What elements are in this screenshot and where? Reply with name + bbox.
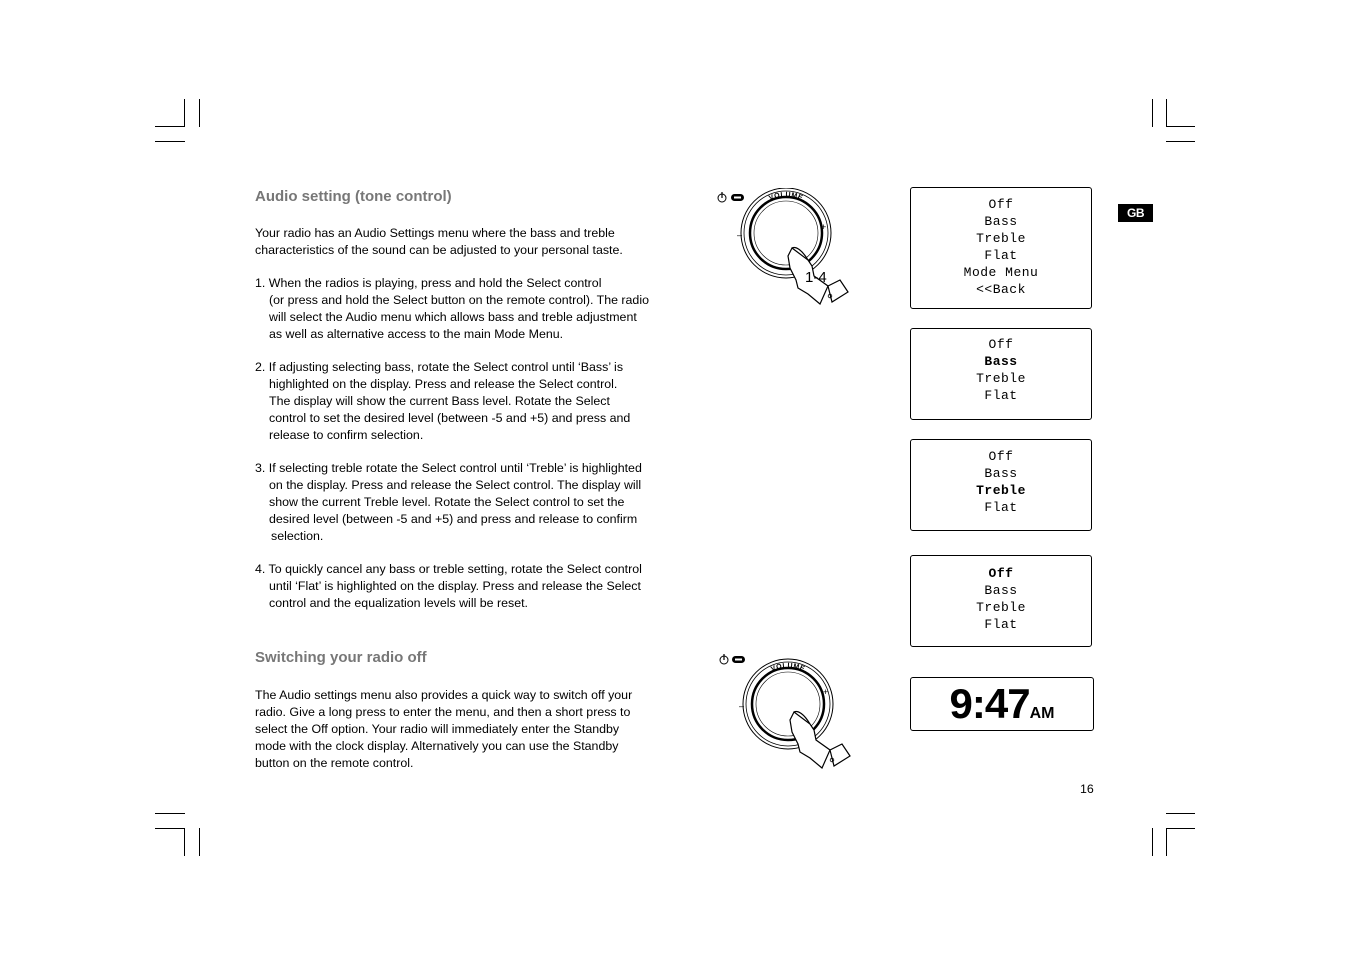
menu-item-flat: Flat	[984, 388, 1018, 403]
text-line: radio. Give a long press to enter the menu, and then a short press to	[255, 705, 631, 719]
menu-item-off: Off	[988, 449, 1014, 464]
menu-item-off-highlighted: Off	[988, 566, 1014, 581]
mode-icon	[731, 194, 744, 201]
power-icon	[720, 654, 728, 664]
plus-label: +	[821, 222, 827, 232]
text-line: select the Off option. Your radio will immediately enter the Standby	[255, 722, 620, 736]
crop-mark	[155, 126, 185, 127]
text-line: button on the remote control.	[255, 756, 414, 770]
step-3	[255, 460, 675, 545]
crop-mark	[199, 828, 200, 856]
menu-item-bass: Bass	[984, 214, 1018, 229]
crop-mark	[1166, 141, 1195, 142]
lcd-display-off-selected	[910, 555, 1092, 647]
step-line: control and the equalization levels will be reset.	[269, 596, 528, 610]
clock-ampm: AM	[1029, 705, 1055, 722]
step-line: release to confirm selection.	[269, 428, 424, 442]
menu-item-back: <<Back	[976, 282, 1026, 297]
step-line: The display will show the current Bass level. Rotate the Select	[269, 394, 610, 408]
knob-ring-label: VOLUME	[768, 191, 804, 203]
crop-mark	[1166, 99, 1167, 127]
clock-time: 9:47	[949, 680, 1030, 727]
text-line: Your radio has an Audio Settings menu where the bass and treble	[255, 226, 615, 240]
menu-item-flat: Flat	[984, 248, 1018, 263]
menu-item-bass: Bass	[984, 583, 1018, 598]
menu-item-treble: Treble	[976, 600, 1026, 615]
step-line: until ‘Flat’ is highlighted on the display. Press and release the Select	[269, 579, 641, 593]
crop-mark	[1166, 828, 1167, 856]
crop-mark	[1152, 828, 1153, 856]
mode-icon	[732, 656, 745, 663]
crop-mark	[1166, 126, 1195, 127]
menu-item-mode-menu: Mode Menu	[963, 265, 1039, 280]
volume-knob-illustration	[712, 650, 857, 772]
step-line: selection.	[271, 529, 324, 543]
step-line: show the current Treble level. Rotate the Select control to set the	[269, 495, 625, 509]
crop-mark	[155, 828, 185, 829]
menu-item-bass-highlighted: Bass	[984, 354, 1018, 369]
text-line: mode with the clock display. Alternatively you can use the Standby	[255, 739, 619, 753]
menu-item-off: Off	[988, 197, 1014, 212]
intro-paragraph	[255, 225, 675, 259]
power-icon	[718, 192, 726, 202]
step-line: control to set the desired level (between -5 and +5) and press and	[269, 411, 631, 425]
step-line: highlighted on the display. Press and release the Select control.	[269, 377, 618, 391]
step-1	[255, 275, 675, 343]
menu-item-treble: Treble	[976, 371, 1026, 386]
clock-display	[910, 677, 1094, 731]
step-line: on the display. Press and release the Select control. The display will	[269, 478, 642, 492]
text-line: characteristics of the sound can be adjusted to your personal taste.	[255, 243, 623, 257]
menu-item-flat: Flat	[984, 500, 1018, 515]
menu-item-bass: Bass	[984, 466, 1018, 481]
minus-label: –	[739, 701, 745, 711]
text-line: The Audio settings menu also provides a quick way to switch off your	[255, 688, 633, 702]
section-heading-switch-off: Switching your radio off	[255, 649, 427, 666]
crop-mark	[155, 813, 185, 814]
step-first-line: 1. When the radios is playing, press and hold the Select control	[255, 276, 602, 290]
crop-mark	[199, 99, 200, 127]
step-range-label: 1-4	[805, 269, 827, 286]
language-tab: GB	[1118, 204, 1153, 222]
step-line: will select the Audio menu which allows bass and treble adjustment	[269, 310, 637, 324]
step-first-line: 4. To quickly cancel any bass or treble setting, rotate the Select control	[255, 562, 642, 576]
plus-label: +	[823, 687, 829, 697]
page-number: 16	[1080, 782, 1094, 796]
crop-mark	[1166, 813, 1195, 814]
menu-item-treble: Treble	[976, 231, 1026, 246]
crop-mark	[184, 99, 185, 127]
lcd-display-audio-menu	[910, 187, 1092, 309]
crop-mark	[1152, 99, 1153, 127]
volume-knob-illustration	[712, 188, 857, 310]
crop-mark	[1166, 828, 1195, 829]
step-4	[255, 561, 675, 612]
menu-item-treble-highlighted: Treble	[976, 483, 1026, 498]
section-heading-audio: Audio setting (tone control)	[255, 188, 452, 205]
switch-off-paragraph	[255, 687, 675, 772]
menu-item-off: Off	[988, 337, 1014, 352]
step-2	[255, 359, 675, 444]
lcd-display-bass-selected	[910, 328, 1092, 420]
crop-mark	[184, 828, 185, 856]
step-line: as well as alternative access to the main Mode Menu.	[269, 327, 564, 341]
step-first-line: 3. If selecting treble rotate the Select control until ‘Treble’ is highlighted	[255, 461, 642, 475]
step-line: (or press and hold the Select button on the remote control). The radio	[269, 293, 649, 307]
minus-label: –	[737, 230, 743, 240]
crop-mark	[155, 141, 185, 142]
step-first-line: 2. If adjusting selecting bass, rotate the Select control until ‘Bass’ is	[255, 360, 624, 374]
lcd-display-treble-selected	[910, 439, 1092, 531]
menu-item-flat: Flat	[984, 617, 1018, 632]
step-line: desired level (between -5 and +5) and press and release to confirm	[269, 512, 638, 526]
knob-ring-label: VOLUME	[770, 662, 806, 674]
